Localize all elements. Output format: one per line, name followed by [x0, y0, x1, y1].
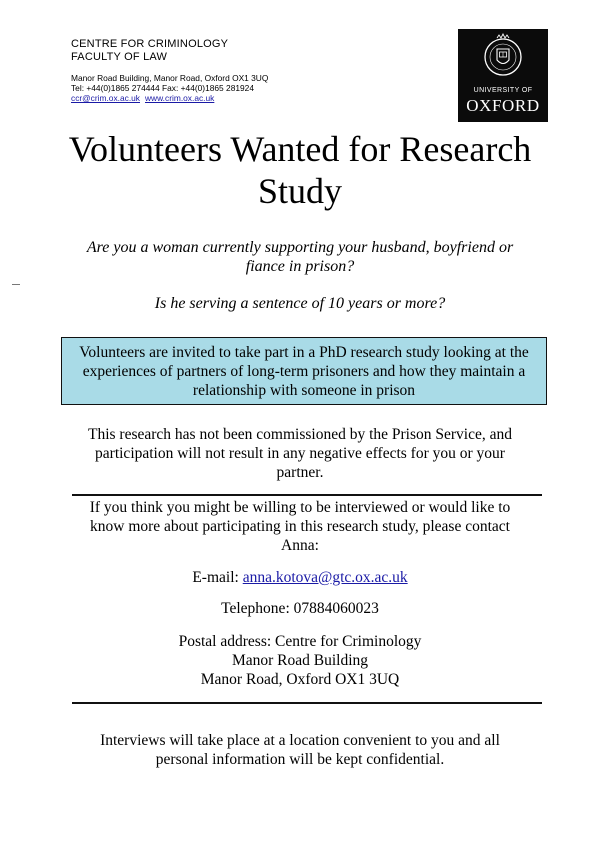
invitation-line: Anna:	[281, 537, 319, 554]
department-header	[71, 38, 268, 103]
disclaimer-line: This research has not been commissioned by the Prison Service, and	[88, 426, 512, 443]
postal-line: Postal address: Centre for Criminology	[178, 633, 422, 650]
university-logo	[458, 29, 548, 122]
disclaimer-paragraph	[70, 425, 530, 482]
department-address-block	[71, 73, 268, 103]
divider	[72, 494, 542, 496]
divider	[72, 702, 542, 704]
logo-text-university-of: UNIVERSITY OF	[473, 87, 533, 94]
contact-telephone: Telephone: 07884060023	[221, 600, 379, 617]
contact-email-link[interactable]: anna.kotova@gtc.ox.ac.uk	[242, 569, 408, 586]
department-name: CENTRE FOR CRIMINOLOGY	[71, 38, 229, 50]
question-supporting-partner	[60, 238, 540, 276]
invitation-line: If you think you might be willing to be interviewed or would like to	[89, 499, 511, 516]
title-line: Study	[257, 171, 343, 211]
description-line: experiences of partners of long-term prisoners and how they maintain a	[82, 363, 526, 380]
question-line: fiance in prison?	[245, 258, 355, 275]
confidentiality-line: Interviews will take place at a location convenient to you and all	[100, 732, 500, 749]
contact-email	[60, 568, 540, 587]
email-label: E-mail:	[192, 569, 239, 586]
description-line: relationship with someone in prison	[192, 382, 416, 399]
postal-line: Manor Road Building	[231, 652, 369, 669]
postal-line: Manor Road, Oxford OX1 3UQ	[200, 671, 400, 688]
page-title	[40, 128, 560, 212]
margin-mark	[12, 284, 20, 285]
university-crest-icon	[483, 33, 523, 83]
faculty-name: FACULTY OF LAW	[71, 51, 168, 63]
department-website-link[interactable]: www.crim.ox.ac.uk	[145, 93, 215, 103]
department-phone-fax: Tel: +44(0)1865 274444 Fax: +44(0)1865 281924	[71, 83, 254, 93]
title-line: Volunteers Wanted for Research	[68, 129, 532, 169]
question-line: Are you a woman currently supporting your husband, boyfriend or	[86, 239, 514, 256]
study-description-box	[61, 337, 547, 405]
question-sentence-length: Is he serving a sentence of 10 years or more?	[154, 295, 446, 312]
disclaimer-line: partner.	[276, 464, 324, 481]
disclaimer-line: participation will not result in any negative effects for you or your	[95, 445, 505, 462]
contact-postal-address	[60, 632, 540, 689]
department-address: Manor Road Building, Manor Road, Oxford OX1 3UQ	[71, 73, 269, 83]
logo-text-oxford: OXFORD	[466, 96, 540, 115]
confidentiality-paragraph	[60, 731, 540, 769]
confidentiality-line: personal information will be kept confidential.	[155, 751, 445, 768]
department-links	[71, 93, 268, 103]
invitation-line: know more about participating in this research study, please contact	[90, 518, 510, 535]
description-line: Volunteers are invited to take part in a PhD research study looking at the	[79, 344, 529, 361]
department-email-link[interactable]: ccr@crim.ox.ac.uk	[71, 93, 140, 103]
contact-invitation-paragraph	[60, 498, 540, 555]
